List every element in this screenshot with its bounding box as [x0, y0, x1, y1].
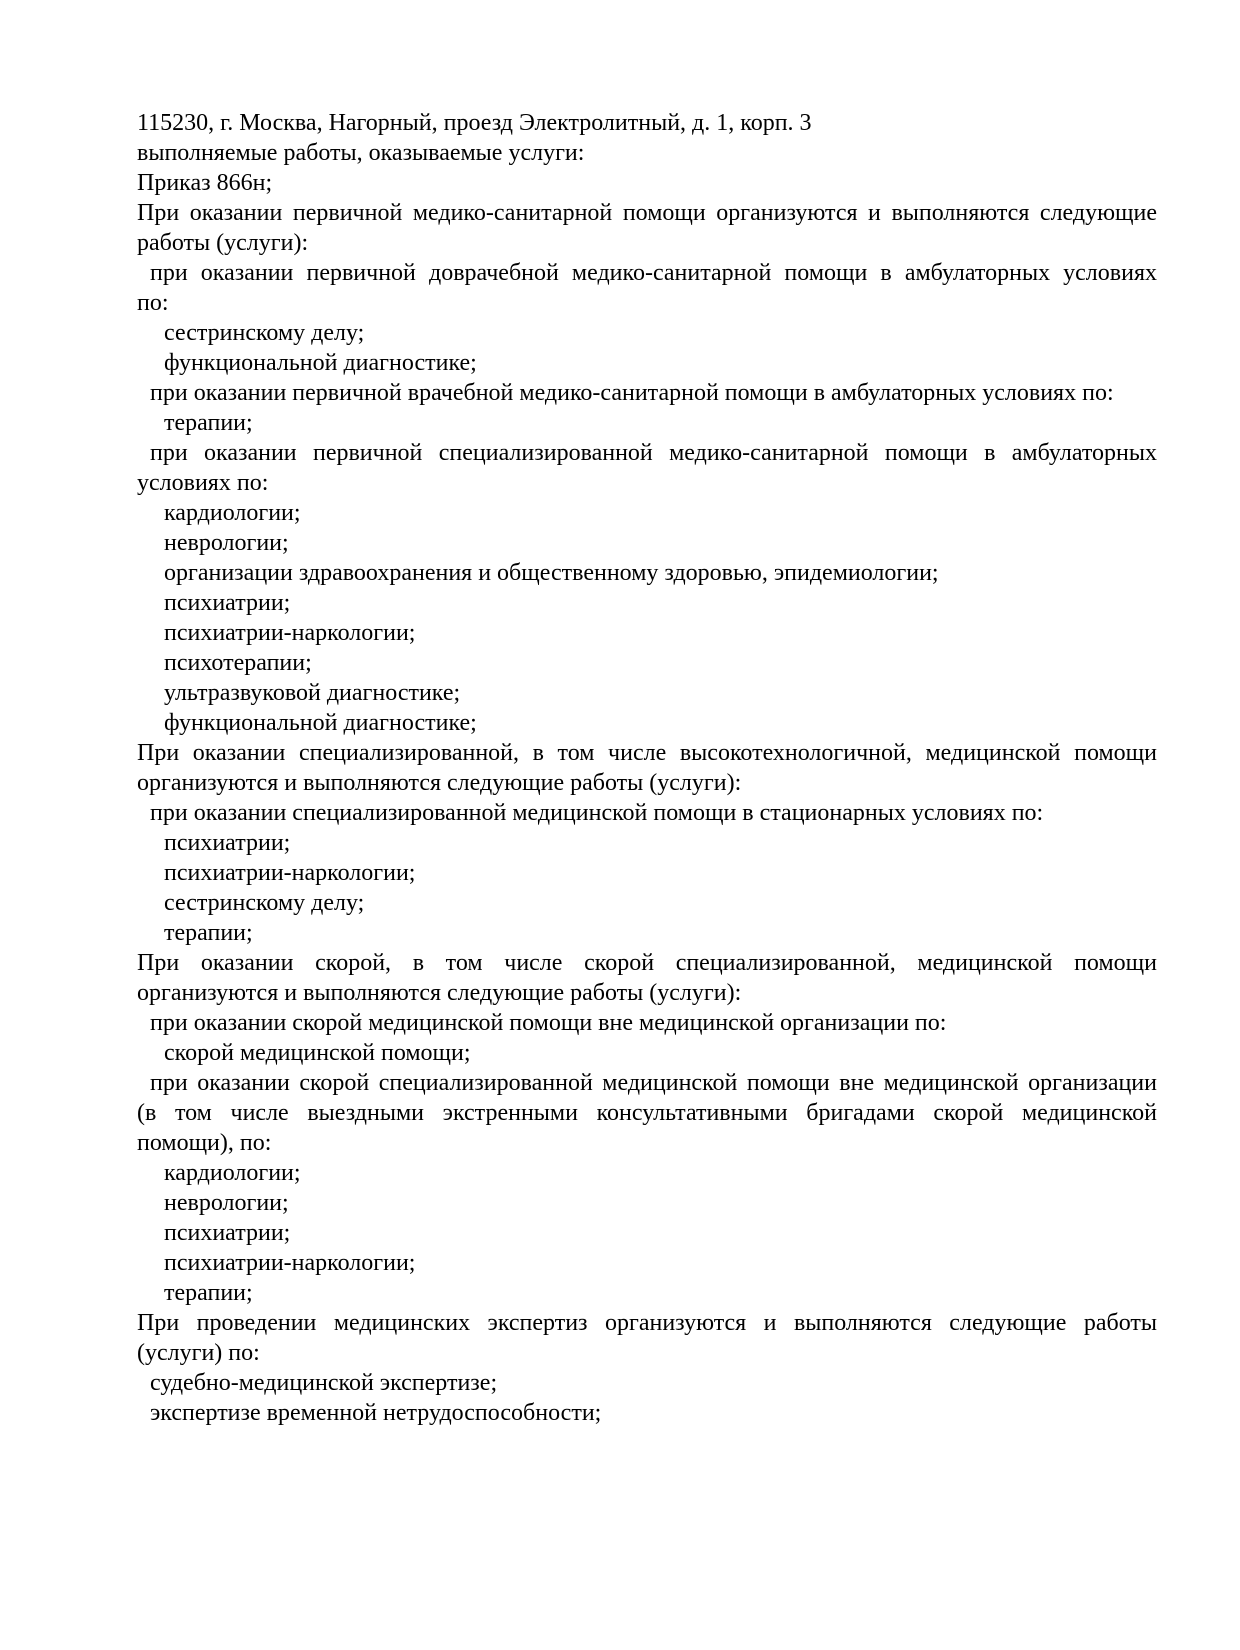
document-line: При оказании специализированной, в том числе высокотехнологичной, медицинской помощи [137, 740, 1157, 766]
document-line: (в том числе выездными экстренными консультативными бригадами скорой медицинской [137, 1100, 1157, 1126]
list-item: психиатрии; [164, 590, 291, 616]
document-line: выполняемые работы, оказываемые услуги: [137, 140, 585, 166]
list-item: функциональной диагностике; [164, 710, 477, 736]
document-line: При проведении медицинских экспертиз организуются и выполняются следующие работы [137, 1310, 1157, 1336]
document-line: При оказании первичной медико-санитарной помощи организуются и выполняются следующие [137, 200, 1157, 226]
address-line: 115230, г. Москва, Нагорный, проезд Электролитный, д. 1, корп. 3 [137, 110, 812, 136]
list-item: ультразвуковой диагностике; [164, 680, 461, 706]
list-item: кардиологии; [164, 1160, 301, 1186]
document-line: организуются и выполняются следующие работы (услуги): [137, 980, 742, 1006]
document-line: (услуги) по: [137, 1340, 260, 1366]
list-item: неврологии; [164, 1190, 289, 1216]
list-item: терапии; [164, 410, 253, 436]
document-line: при оказании первичной специализированной медико-санитарной помощи в амбулаторных [150, 440, 1157, 466]
list-item: организации здравоохранения и общественному здоровью, эпидемиологии; [164, 560, 939, 586]
list-item: сестринскому делу; [164, 890, 365, 916]
list-item: неврологии; [164, 530, 289, 556]
document-line: работы (услуги): [137, 230, 309, 256]
document-line: условиях по: [137, 470, 269, 496]
list-item: судебно-медицинской экспертизе; [150, 1370, 498, 1396]
list-item: кардиологии; [164, 500, 301, 526]
document-line: при оказании специализированной медицинской помощи в стационарных условиях по: [150, 800, 1044, 826]
document-line: При оказании скорой, в том числе скорой специализированной, медицинской помощи [137, 950, 1157, 976]
list-item: психиатрии-наркологии; [164, 860, 416, 886]
document-line: помощи), по: [137, 1130, 272, 1156]
list-item: экспертизе временной нетрудоспособности; [150, 1400, 602, 1426]
document-line: при оказании первичной врачебной медико-санитарной помощи в амбулаторных условиях по: [150, 380, 1114, 406]
list-item: терапии; [164, 920, 253, 946]
document-page [137, 108, 1157, 1428]
list-item: психиатрии; [164, 830, 291, 856]
list-item: психотерапии; [164, 650, 312, 676]
document-line: по: [137, 290, 169, 316]
document-line: при оказании скорой медицинской помощи вне медицинской организации по: [150, 1010, 947, 1036]
document-line: при оказании первичной доврачебной медико-санитарной помощи в амбулаторных условиях [150, 260, 1157, 286]
list-item: скорой медицинской помощи; [164, 1040, 471, 1066]
list-item: терапии; [164, 1280, 253, 1306]
list-item: психиатрии; [164, 1220, 291, 1246]
document-line: организуются и выполняются следующие работы (услуги): [137, 770, 742, 796]
list-item: психиатрии-наркологии; [164, 1250, 416, 1276]
document-line: Приказ 866н; [137, 170, 273, 196]
list-item: психиатрии-наркологии; [164, 620, 416, 646]
list-item: сестринскому делу; [164, 320, 365, 346]
list-item: функциональной диагностике; [164, 350, 477, 376]
document-line: при оказании скорой специализированной медицинской помощи вне медицинской организации [150, 1070, 1157, 1096]
